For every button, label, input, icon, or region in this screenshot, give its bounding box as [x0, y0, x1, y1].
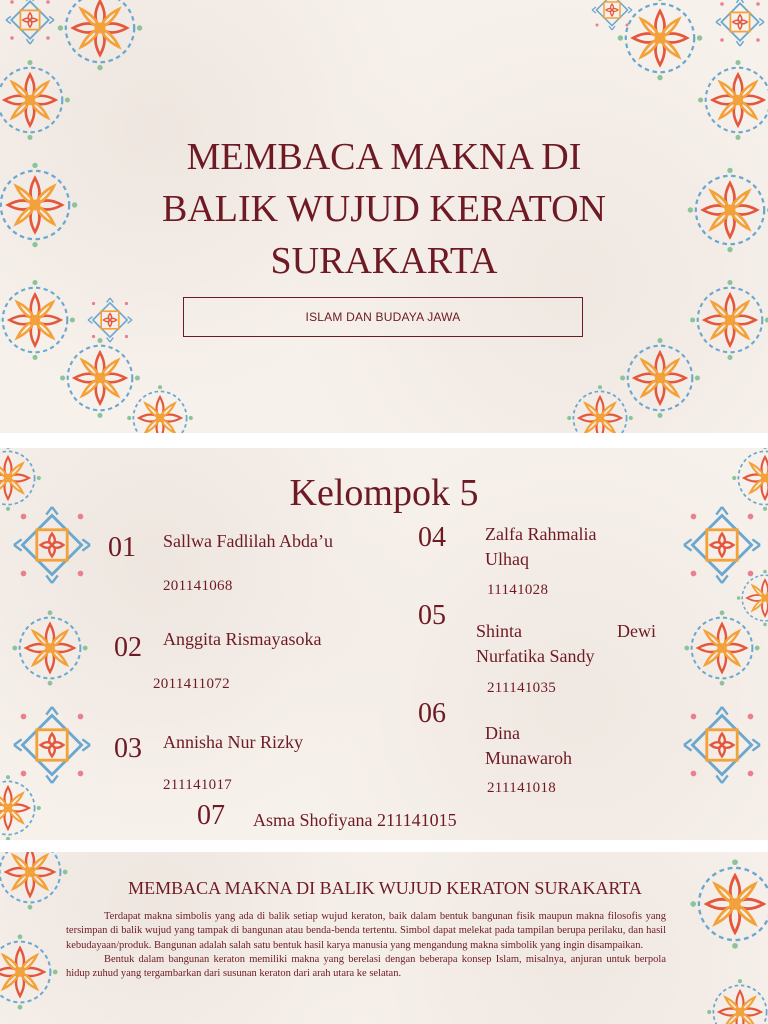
member-number-06: 06	[418, 698, 446, 729]
member-number-03: 03	[114, 733, 142, 764]
member-name-01: Sallwa Fadlilah Abda’u	[163, 531, 333, 551]
member-nim-06: 211141018	[487, 780, 557, 796]
member-number-05: 05	[418, 600, 446, 631]
presentation-title	[110, 131, 658, 287]
content-paragraph-1: Terdapat makna simbolis yang ada di balik setiap wujud keraton, baik dalam bentuk bangunan fisik maupun makna filosofis yang tersimpan di balik wujud yang tampak di bangunan atau benda-benda tertentu. Simbol dapat melekat pada tampilan berupa perilaku, dan hasil kebudayaan/produk. Bangunan adalah salah satu bentuk hasil karya manusia yang mengandung makna simbolik yang ingin disampaikan.	[66, 911, 666, 951]
content-title: MEMBACA MAKNA DI BALIK WUJUD KERATON SURAKARTA	[128, 878, 642, 898]
member-nim-04: 11141028	[487, 582, 549, 598]
member-name-02: Anggita Rismayasoka	[163, 629, 322, 649]
member-number-01: 01	[108, 532, 136, 563]
content-paragraph-2: Bentuk dalam bangunan keraton memiliki makna yang berelasi dengan beberapa konsep Islam, misalnya, anjuran untuk berpola hidup zuhud yang tergambarkan dari susunan keraton dari arah utara ke selatan.	[66, 953, 666, 980]
member-nim-03: 211141017	[163, 777, 233, 793]
content-body	[66, 910, 666, 981]
member-name-07: Asma Shofiyana 211141015	[253, 810, 457, 830]
title-line-2: BALIK WUJUD KERATON	[161, 188, 607, 230]
member-name-04-line2: Ulhaq	[485, 549, 529, 569]
member-nim-02: 2011411072	[153, 676, 230, 692]
group-heading: Kelompok 5	[289, 472, 479, 514]
member-name-06-line1: Dina	[485, 723, 520, 743]
subtitle-box	[183, 297, 583, 337]
member-name-05-word1: Shinta	[476, 621, 523, 641]
title-line-3: SURAKARTA	[270, 240, 498, 282]
member-name-04-line1: Zalfa Rahmalia	[485, 524, 597, 544]
title-line-1: MEMBACA MAKNA DI	[186, 136, 582, 178]
title-slide	[0, 0, 768, 433]
member-number-04: 04	[418, 522, 446, 553]
member-number-02: 02	[114, 632, 142, 663]
subtitle-text: ISLAM DAN BUDAYA JAWA	[305, 310, 461, 324]
member-name-05-line2: Nurfatika Sandy	[476, 646, 595, 666]
member-number-07: 07	[197, 800, 225, 831]
member-name-03: Annisha Nur Rizky	[163, 732, 303, 752]
member-nim-01: 201141068	[163, 578, 233, 594]
member-nim-05: 211141035	[487, 680, 557, 696]
member-name-06-line2: Munawaroh	[485, 748, 572, 768]
member-name-05-word2: Dewi	[617, 621, 656, 641]
